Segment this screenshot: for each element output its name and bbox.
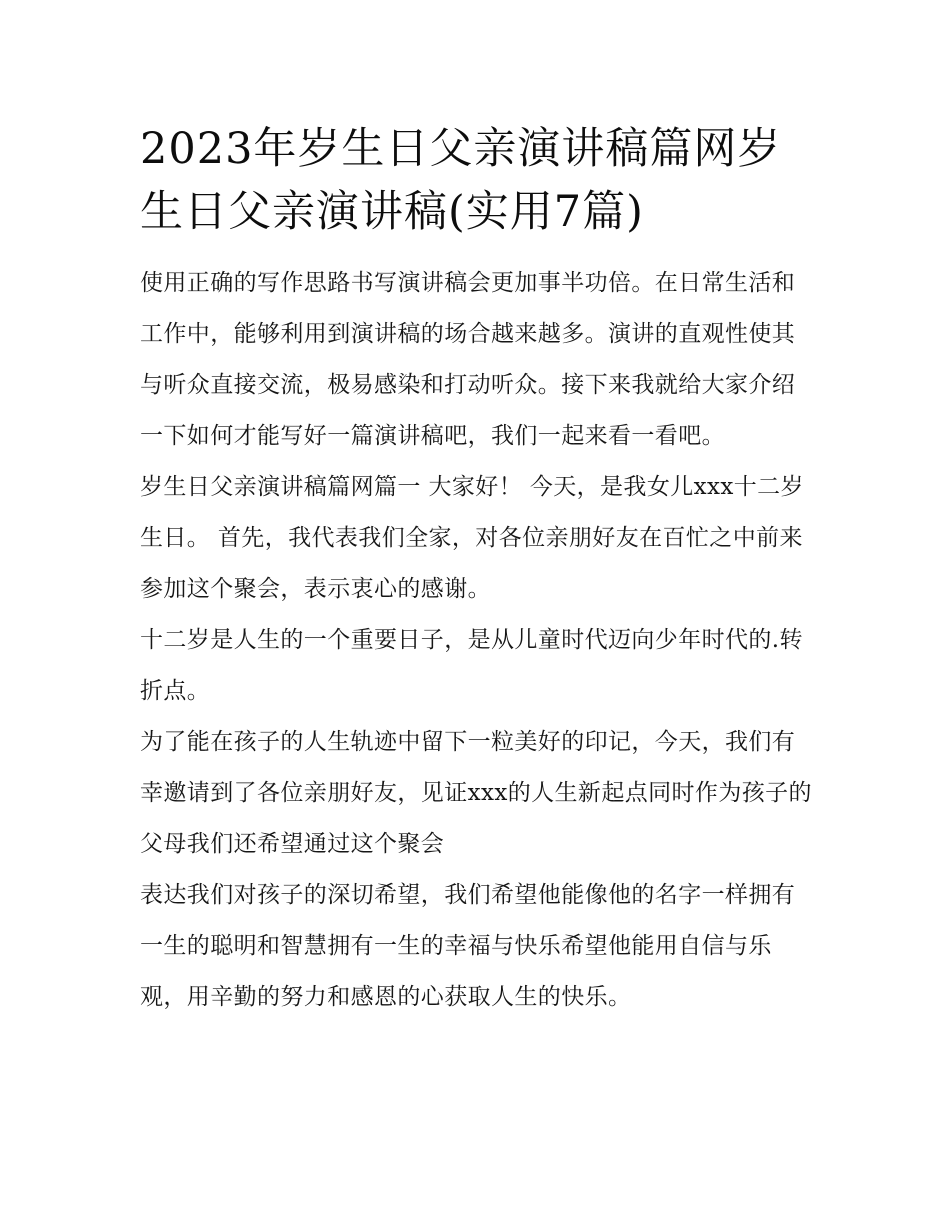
paragraph-turning-point: 十二岁是人生的一个重要日子，是从儿童时代迈向少年时代的.转折点。 xyxy=(140,627,803,704)
paragraph-speech-opening: 岁生日父亲演讲稿篇网篇一 大家好！ 今天，是我女儿xxx十二岁生日。 首先，我代表我们全家，对各位亲朋好友在百忙之中前来参加这个聚会，表示衷心的感谢。 xyxy=(140,474,804,602)
paragraph-witness: 为了能在孩子的人生轨迹中留下一粒美好的印记，今天，我们有幸邀请到了各位亲朋好友，见证xxx的人生新起点同时作为孩子的父母我们还希望通过这个聚会 xyxy=(140,729,812,857)
paragraph-wishes: 表达我们对孩子的深切希望，我们希望他能像他的名字一样拥有一生的聪明和智慧拥有一生的幸福与快乐希望他能用自信与乐观，用辛勤的努力和感恩的心获取人生的快乐。 xyxy=(140,882,796,1010)
paragraph-intro: 使用正确的写作思路书写演讲稿会更加事半功倍。在日常生活和工作中，能够利用到演讲稿的场合越来越多。演讲的直观性使其与听众直接交流，极易感染和打动听众。接下来我就给大家介绍一下如何才能写好一篇演讲稿吧，我们一起来看一看吧。 xyxy=(140,270,796,449)
document-title: 2023年岁生日父亲演讲稿篇网岁生日父亲演讲稿(实用7篇) xyxy=(140,124,782,237)
document-page xyxy=(140,118,816,1023)
